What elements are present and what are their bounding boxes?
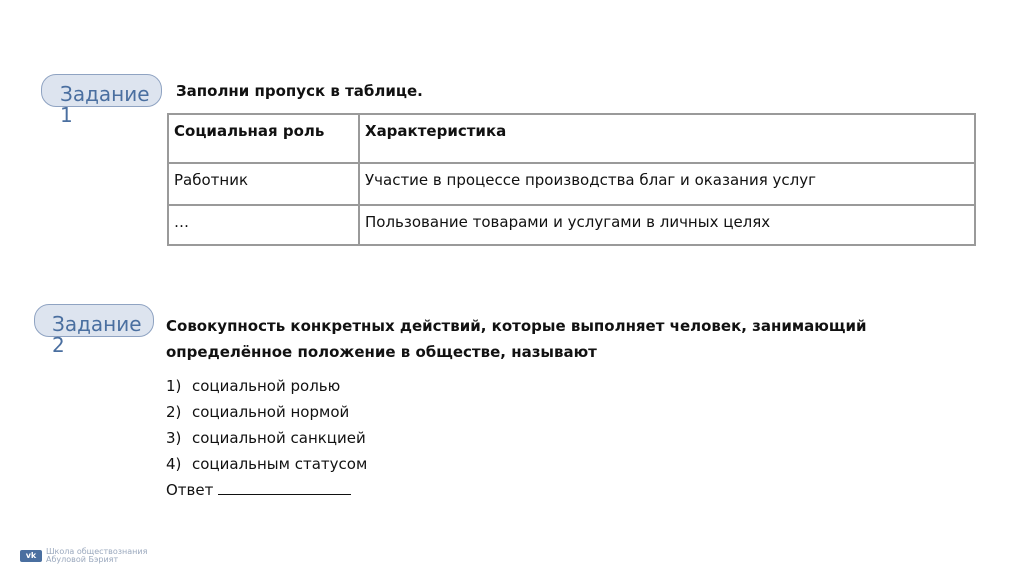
vk-icon: vk <box>20 550 42 562</box>
table-cell: Пользование товарами и услугами в личных целях <box>359 205 975 245</box>
option-text: социальной ролью <box>192 377 341 395</box>
answer-row <box>166 477 367 503</box>
task-2-badge-label: Задание 2 <box>52 312 142 357</box>
answer-label: Ответ <box>166 481 214 499</box>
answer-options <box>166 373 367 503</box>
table-cell-blank: … <box>168 205 359 245</box>
logo-line-1: Школа обществознания <box>46 547 148 556</box>
table-header-row <box>168 114 975 163</box>
answer-blank-line <box>218 480 351 495</box>
option-number: 3) <box>166 429 182 447</box>
logo-line-2: Абуловой Бэрият <box>46 555 119 564</box>
table-row <box>168 205 975 245</box>
option-number: 2) <box>166 403 182 421</box>
option-item <box>166 425 367 451</box>
table-cell: Работник <box>168 163 359 205</box>
option-item <box>166 451 367 477</box>
table-cell: Участие в процессе производства благ и оказания услуг <box>359 163 975 205</box>
option-text: социальной нормой <box>192 403 350 421</box>
option-text: социальной санкцией <box>192 429 366 447</box>
task-2-question: Совокупность конкретных действий, которые выполняет человек, занимающий определённое положение в обществе, называют <box>166 317 867 361</box>
table-header-cell: Характеристика <box>359 114 975 163</box>
school-logo <box>20 548 147 564</box>
task-1-instruction: Заполни пропуск в таблице. <box>176 82 423 100</box>
logo-caption <box>46 548 147 564</box>
task-1-badge-label: Задание 1 <box>60 82 150 127</box>
table-header-cell: Социальная роль <box>168 114 359 163</box>
option-number: 1) <box>166 377 182 395</box>
table-row <box>168 163 975 205</box>
option-item <box>166 373 367 399</box>
roles-table <box>167 113 976 246</box>
option-number: 4) <box>166 455 182 473</box>
option-item <box>166 399 367 425</box>
option-text: социальным статусом <box>192 455 368 473</box>
